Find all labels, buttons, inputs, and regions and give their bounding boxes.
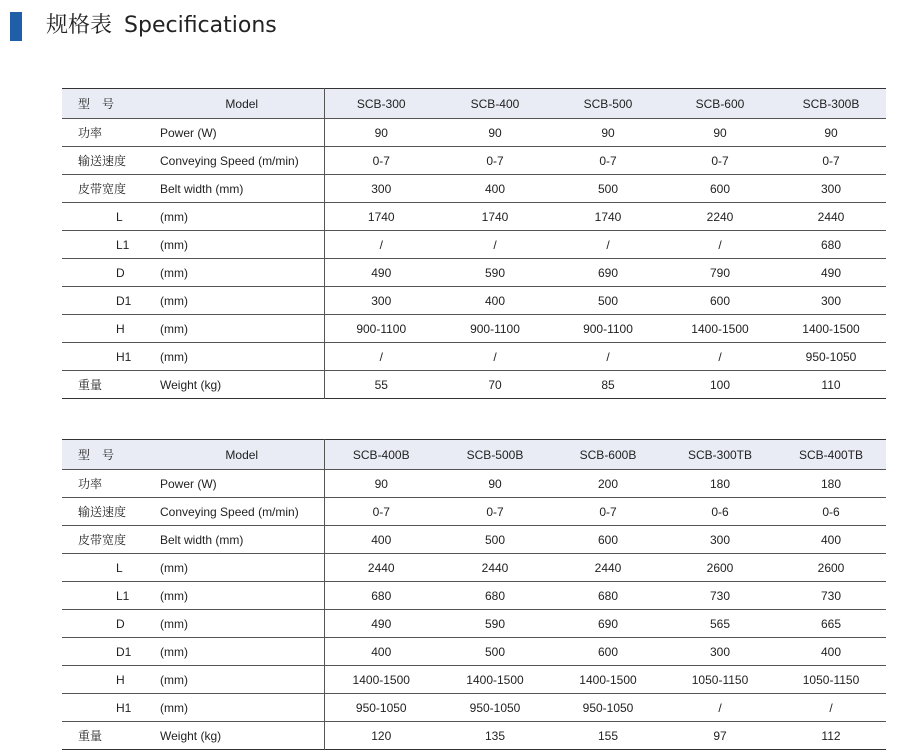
model-name-cell: SCB-600B <box>552 440 664 470</box>
table-row <box>62 147 886 175</box>
model-name-cell: SCB-600 <box>664 89 776 119</box>
row-label-cn: L <box>116 560 123 575</box>
model-label-cn: 型 号 <box>62 440 160 470</box>
value-cell: 0-7 <box>372 504 390 519</box>
value-cell: 112 <box>821 728 841 743</box>
value-cell: 690 <box>597 616 619 631</box>
table-row <box>62 315 886 343</box>
value-cell: 90 <box>824 125 838 140</box>
value-cell: / <box>493 349 497 364</box>
value-cell: 400 <box>820 532 842 547</box>
value-cell: 1400-1500 <box>579 672 637 687</box>
value-cell: 690 <box>597 265 619 280</box>
value-cell: 0-7 <box>822 153 840 168</box>
value-cell: 300 <box>709 644 731 659</box>
spec-table-2 <box>62 439 886 750</box>
row-label-en: Power (W) <box>160 470 324 498</box>
value-cell: 730 <box>820 588 842 603</box>
value-cell: 950-1050 <box>469 700 521 715</box>
table-row <box>62 371 886 399</box>
value-cell: 400 <box>820 644 842 659</box>
value-cell: 1400-1500 <box>802 321 860 336</box>
value-cell: 1740 <box>481 209 509 224</box>
row-label-cn: D <box>116 265 125 280</box>
value-cell: 0-7 <box>599 153 617 168</box>
value-cell: 400 <box>484 181 506 196</box>
model-label-en: Model <box>160 89 324 119</box>
table-row <box>62 722 886 750</box>
page-title-cn: 规格表 <box>46 13 113 38</box>
page-title-en: Specifications <box>124 13 277 38</box>
value-cell: 100 <box>709 377 731 392</box>
row-label-cn: 重量 <box>78 729 103 743</box>
row-label-en: (mm) <box>160 582 324 610</box>
value-cell: 1400-1500 <box>466 672 524 687</box>
row-label-cn: H1 <box>116 349 132 364</box>
table-row <box>62 694 886 722</box>
value-cell: 680 <box>820 237 842 252</box>
row-label-en: Conveying Speed (m/min) <box>160 147 324 175</box>
table-row <box>62 554 886 582</box>
value-cell: 950-1050 <box>355 700 407 715</box>
value-cell: 97 <box>713 728 727 743</box>
value-cell: 1740 <box>367 209 395 224</box>
table-header-row <box>62 89 886 119</box>
row-label-en: (mm) <box>160 554 324 582</box>
value-cell: 900-1100 <box>470 321 520 336</box>
value-cell: 680 <box>371 588 392 603</box>
row-label-cn: L <box>116 209 123 224</box>
value-cell: / <box>493 237 497 252</box>
table-row <box>62 343 886 371</box>
value-cell: 400 <box>371 532 392 547</box>
value-cell: 665 <box>820 616 842 631</box>
row-label-cn: 功率 <box>78 477 103 491</box>
value-cell: / <box>718 349 722 364</box>
value-cell: 900-1100 <box>356 321 407 336</box>
value-cell: 565 <box>709 616 731 631</box>
table-row <box>62 610 886 638</box>
value-cell: 1400-1500 <box>352 672 410 687</box>
table-row <box>62 231 886 259</box>
row-label-cn: H <box>116 321 125 336</box>
value-cell: 590 <box>484 265 506 280</box>
value-cell: 400 <box>371 644 392 659</box>
value-cell: 300 <box>820 293 842 308</box>
value-cell: 90 <box>601 125 615 140</box>
value-cell: 90 <box>713 125 727 140</box>
row-label-cn: 输送速度 <box>78 154 127 168</box>
value-cell: 950-1050 <box>582 700 634 715</box>
value-cell: 590 <box>484 616 506 631</box>
value-cell: 90 <box>374 476 388 491</box>
model-label-en: Model <box>160 440 324 470</box>
value-cell: 2440 <box>481 560 509 575</box>
value-cell: / <box>606 237 610 252</box>
value-cell: 2440 <box>594 560 622 575</box>
value-cell: 155 <box>597 728 619 743</box>
value-cell: 500 <box>484 644 506 659</box>
value-cell: 500 <box>484 532 506 547</box>
value-cell: 90 <box>488 125 502 140</box>
row-label-en: (mm) <box>160 610 324 638</box>
value-cell: 1050-1150 <box>691 672 749 687</box>
table-row <box>62 638 886 666</box>
value-cell: 2600 <box>706 560 734 575</box>
table-row <box>62 470 886 498</box>
value-cell: 85 <box>601 377 615 392</box>
row-label-cn: 重量 <box>78 378 103 392</box>
value-cell: / <box>379 237 383 252</box>
model-name-cell: SCB-300TB <box>664 440 776 470</box>
value-cell: 500 <box>597 181 619 196</box>
value-cell: 120 <box>371 728 392 743</box>
value-cell: 2240 <box>706 209 734 224</box>
value-cell: 180 <box>820 476 842 491</box>
value-cell: 55 <box>374 377 388 392</box>
value-cell: 0-7 <box>372 153 390 168</box>
value-cell: 2440 <box>817 209 845 224</box>
value-cell: 0-7 <box>486 153 504 168</box>
value-cell: 0-7 <box>599 504 617 519</box>
model-name-cell: SCB-400B <box>324 440 438 470</box>
value-cell: 0-7 <box>711 153 729 168</box>
row-label-en: Power (W) <box>160 119 324 147</box>
value-cell: 0-7 <box>486 504 504 519</box>
model-name-cell: SCB-300B <box>776 89 886 119</box>
row-label-cn: L1 <box>116 588 130 603</box>
row-label-cn: 皮带宽度 <box>78 182 127 196</box>
table-row <box>62 287 886 315</box>
row-label-cn: 输送速度 <box>78 505 127 519</box>
value-cell: 135 <box>484 728 506 743</box>
value-cell: 950-1050 <box>805 349 857 364</box>
row-label-en: (mm) <box>160 203 324 231</box>
value-cell: 490 <box>371 265 392 280</box>
value-cell: 490 <box>820 265 842 280</box>
model-name-cell: SCB-300 <box>324 89 438 119</box>
value-cell: 1050-1150 <box>802 672 860 687</box>
value-cell: 730 <box>709 588 731 603</box>
value-cell: 300 <box>820 181 842 196</box>
table-row <box>62 666 886 694</box>
value-cell: 110 <box>821 377 841 392</box>
model-name-cell: SCB-500B <box>438 440 552 470</box>
row-label-cn: D <box>116 616 125 631</box>
value-cell: 900-1100 <box>583 321 633 336</box>
value-cell: 0-6 <box>822 504 840 519</box>
title-accent-bar <box>10 12 22 41</box>
value-cell: 2440 <box>367 560 395 575</box>
row-label-cn: D1 <box>116 293 132 308</box>
value-cell: 600 <box>597 644 619 659</box>
row-label-cn: D1 <box>116 644 132 659</box>
model-name-cell: SCB-400TB <box>776 440 886 470</box>
value-cell: 70 <box>488 377 502 392</box>
table-header-row <box>62 440 886 470</box>
row-label-en: (mm) <box>160 259 324 287</box>
value-cell: 200 <box>597 476 619 491</box>
row-label-en: (mm) <box>160 666 324 694</box>
row-label-en: Weight (kg) <box>160 722 324 750</box>
value-cell: 1740 <box>594 209 622 224</box>
value-cell: 600 <box>597 532 619 547</box>
table-row <box>62 582 886 610</box>
value-cell: 790 <box>709 265 731 280</box>
value-cell: / <box>829 700 833 715</box>
value-cell: 90 <box>374 125 388 140</box>
value-cell: / <box>718 237 722 252</box>
value-cell: 490 <box>371 616 392 631</box>
row-label-cn: H <box>116 672 125 687</box>
row-label-en: Belt width (mm) <box>160 175 324 203</box>
row-label-cn: 功率 <box>78 126 103 140</box>
value-cell: / <box>606 349 610 364</box>
row-label-en: (mm) <box>160 287 324 315</box>
page-title <box>46 10 277 42</box>
row-label-en: Weight (kg) <box>160 371 324 399</box>
value-cell: 0-6 <box>711 504 729 519</box>
value-cell: 680 <box>484 588 506 603</box>
row-label-cn: 皮带宽度 <box>78 533 127 547</box>
model-name-cell: SCB-400 <box>438 89 552 119</box>
value-cell: 600 <box>709 181 731 196</box>
row-label-cn: H1 <box>116 700 132 715</box>
row-label-en: (mm) <box>160 231 324 259</box>
table-row <box>62 259 886 287</box>
spec-table-1 <box>62 88 886 399</box>
value-cell: 600 <box>709 293 731 308</box>
value-cell: 680 <box>597 588 619 603</box>
value-cell: 1400-1500 <box>691 321 749 336</box>
value-cell: 400 <box>484 293 506 308</box>
table-row <box>62 119 886 147</box>
row-label-cn: L1 <box>116 237 130 252</box>
value-cell: / <box>718 700 722 715</box>
row-label-en: (mm) <box>160 315 324 343</box>
value-cell: 90 <box>488 476 502 491</box>
value-cell: 300 <box>371 293 392 308</box>
table-row <box>62 203 886 231</box>
row-label-en: (mm) <box>160 343 324 371</box>
table-row <box>62 526 886 554</box>
table-row <box>62 498 886 526</box>
row-label-en: (mm) <box>160 694 324 722</box>
value-cell: 2600 <box>817 560 845 575</box>
value-cell: 500 <box>597 293 619 308</box>
row-label-en: (mm) <box>160 638 324 666</box>
model-name-cell: SCB-500 <box>552 89 664 119</box>
value-cell: 300 <box>709 532 731 547</box>
value-cell: / <box>379 349 383 364</box>
row-label-en: Conveying Speed (m/min) <box>160 498 324 526</box>
row-label-en: Belt width (mm) <box>160 526 324 554</box>
model-label-cn: 型 号 <box>62 89 160 119</box>
table-row <box>62 175 886 203</box>
value-cell: 180 <box>709 476 731 491</box>
value-cell: 300 <box>371 181 392 196</box>
